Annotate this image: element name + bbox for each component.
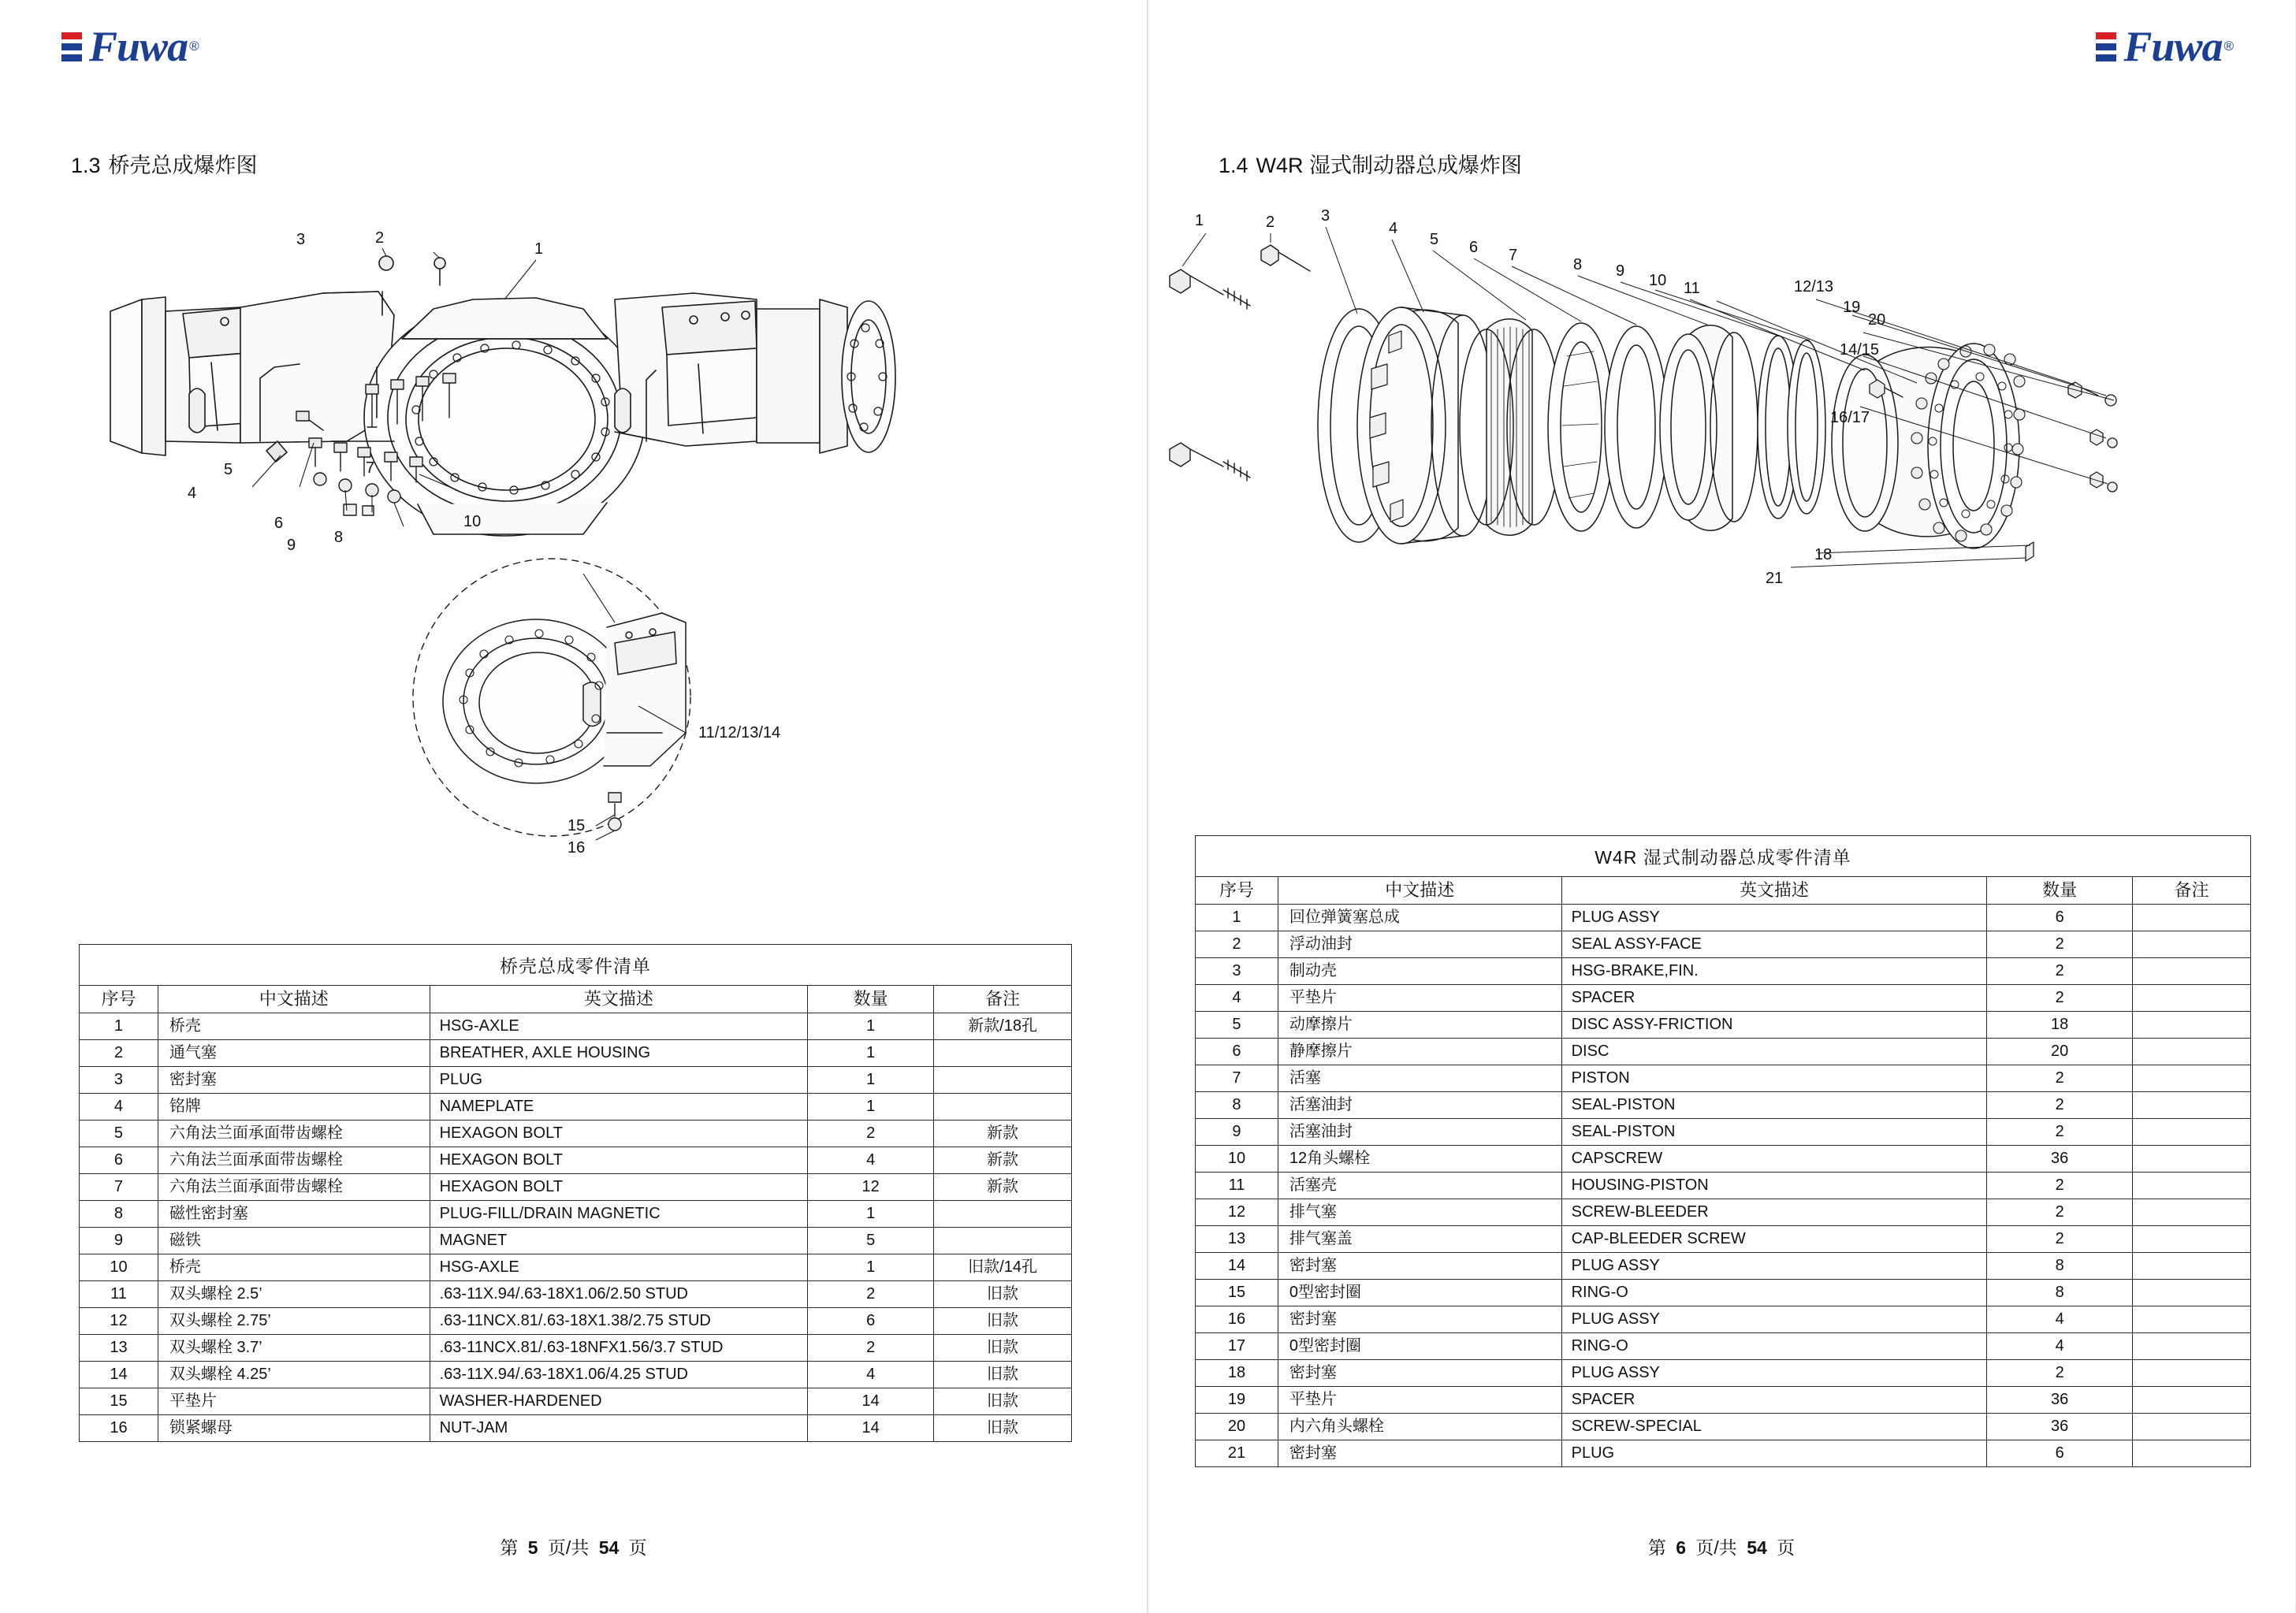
table-row bbox=[1196, 1091, 2251, 1118]
cell-en: PLUG bbox=[430, 1066, 808, 1093]
cell-remark bbox=[934, 1227, 1072, 1254]
cell-qty: 8 bbox=[1987, 1252, 2133, 1279]
cell-qty: 8 bbox=[1987, 1279, 2133, 1306]
cell-index: 7 bbox=[1196, 1065, 1278, 1091]
cell-en: SEAL-PISTON bbox=[1561, 1091, 1987, 1118]
cell-remark bbox=[2133, 1172, 2251, 1199]
table-row bbox=[80, 1013, 1072, 1039]
cell-cn: 浮动油封 bbox=[1278, 931, 1561, 957]
cell-qty: 1 bbox=[808, 1200, 934, 1227]
cell-index: 6 bbox=[1196, 1038, 1278, 1065]
cell-index: 11 bbox=[80, 1280, 158, 1307]
cell-remark bbox=[2133, 1199, 2251, 1225]
callout-5: 5 bbox=[224, 461, 233, 478]
cell-en: PLUG ASSY bbox=[1561, 1252, 1987, 1279]
cell-remark: 旧款 bbox=[934, 1334, 1072, 1361]
cell-remark bbox=[2133, 1413, 2251, 1440]
callout-9: 9 bbox=[287, 537, 296, 554]
callout-5: 5 bbox=[1430, 231, 1439, 248]
callout-4: 4 bbox=[1389, 220, 1398, 237]
footer-page-number: 6 bbox=[1676, 1537, 1687, 1558]
cell-cn: 密封塞 bbox=[158, 1066, 430, 1093]
cell-en: SPACER bbox=[1561, 1386, 1987, 1413]
cell-en: SEAL ASSY-FACE bbox=[1561, 931, 1987, 957]
cell-qty: 18 bbox=[1987, 1011, 2133, 1038]
cell-en: HEXAGON BOLT bbox=[430, 1173, 808, 1200]
cell-remark: 新款 bbox=[934, 1147, 1072, 1173]
cell-qty: 36 bbox=[1987, 1386, 2133, 1413]
cell-remark: 旧款/14孔 bbox=[934, 1254, 1072, 1280]
logo-bars-icon bbox=[61, 32, 82, 61]
table-row bbox=[1196, 957, 2251, 984]
callout-6: 6 bbox=[1469, 239, 1479, 256]
cell-qty: 2 bbox=[1987, 1118, 2133, 1145]
callout-8: 8 bbox=[334, 529, 344, 546]
cell-cn: 排气塞 bbox=[1278, 1199, 1561, 1225]
callout-1: 1 bbox=[534, 240, 544, 258]
cell-en: .63-11X.94/.63-18X1.06/2.50 STUD bbox=[430, 1280, 808, 1307]
cell-cn: 密封塞 bbox=[1278, 1306, 1561, 1332]
cell-cn: 0型密封圈 bbox=[1278, 1332, 1561, 1359]
header-qty: 数量 bbox=[1987, 877, 2133, 905]
cell-remark bbox=[934, 1200, 1072, 1227]
cell-cn: 双头螺栓 4.25’ bbox=[158, 1361, 430, 1388]
cell-en: HSG-AXLE bbox=[430, 1254, 808, 1280]
callout-14-15: 14/15 bbox=[1840, 341, 1880, 359]
cell-qty: 2 bbox=[808, 1280, 934, 1307]
cell-remark bbox=[2133, 1306, 2251, 1332]
footer-total-pages: 54 bbox=[598, 1537, 620, 1558]
cell-en: WASHER-HARDENED bbox=[430, 1388, 808, 1414]
callout-10: 10 bbox=[1649, 272, 1667, 289]
cell-remark bbox=[2133, 1038, 2251, 1065]
cell-cn: 六角法兰面承面带齿螺栓 bbox=[158, 1147, 430, 1173]
cell-remark: 旧款 bbox=[934, 1414, 1072, 1441]
cell-index: 15 bbox=[80, 1388, 158, 1414]
cell-remark: 新款 bbox=[934, 1120, 1072, 1147]
cell-remark: 旧款 bbox=[934, 1361, 1072, 1388]
cell-qty: 1 bbox=[808, 1254, 934, 1280]
cell-qty: 2 bbox=[1987, 1225, 2133, 1252]
callout-20: 20 bbox=[1868, 311, 1886, 329]
table-row bbox=[1196, 1440, 2251, 1466]
cell-index: 12 bbox=[80, 1307, 158, 1334]
cell-index: 16 bbox=[1196, 1306, 1278, 1332]
cell-index: 3 bbox=[1196, 957, 1278, 984]
cell-remark bbox=[2133, 1091, 2251, 1118]
logo-wordmark: Fuwa bbox=[89, 23, 188, 70]
cell-index: 10 bbox=[1196, 1145, 1278, 1172]
table-row bbox=[1196, 1199, 2251, 1225]
cell-qty: 36 bbox=[1987, 1145, 2133, 1172]
table-row bbox=[1196, 1225, 2251, 1252]
header-cn: 中文描述 bbox=[1278, 877, 1561, 905]
cell-remark: 旧款 bbox=[934, 1307, 1072, 1334]
cell-en: PLUG ASSY bbox=[1561, 904, 1987, 931]
cell-en: HSG-AXLE bbox=[430, 1013, 808, 1039]
callout-15: 15 bbox=[567, 817, 586, 834]
section-number: 1.3 bbox=[71, 154, 101, 177]
cell-en: .63-11NCX.81/.63-18NFX1.56/3.7 STUD bbox=[430, 1334, 808, 1361]
cell-remark bbox=[2133, 984, 2251, 1011]
cell-qty: 2 bbox=[1987, 931, 2133, 957]
cell-cn: 桥壳 bbox=[158, 1013, 430, 1039]
cell-cn: 12角头螺栓 bbox=[1278, 1145, 1561, 1172]
cell-cn: 六角法兰面承面带齿螺栓 bbox=[158, 1173, 430, 1200]
table-row bbox=[1196, 1306, 2251, 1332]
table-row bbox=[1196, 1118, 2251, 1145]
cell-remark bbox=[934, 1039, 1072, 1066]
section-title: 桥壳总成爆炸图 bbox=[108, 154, 258, 177]
cell-qty: 1 bbox=[808, 1066, 934, 1093]
cell-remark: 新款/18孔 bbox=[934, 1013, 1072, 1039]
cell-qty: 5 bbox=[808, 1227, 934, 1254]
cell-en: PLUG ASSY bbox=[1561, 1359, 1987, 1386]
callout-9: 9 bbox=[1616, 262, 1625, 280]
cell-index: 4 bbox=[1196, 984, 1278, 1011]
axle-housing-parts-table bbox=[79, 944, 1072, 1442]
header-index: 序号 bbox=[80, 986, 158, 1013]
table-row bbox=[1196, 1359, 2251, 1386]
cell-qty: 2 bbox=[1987, 957, 2133, 984]
callout-19: 19 bbox=[1843, 299, 1861, 316]
cell-cn: 密封塞 bbox=[1278, 1440, 1561, 1466]
table-row bbox=[1196, 1332, 2251, 1359]
callout-4: 4 bbox=[188, 485, 197, 502]
cell-cn: 密封塞 bbox=[1278, 1252, 1561, 1279]
cell-qty: 2 bbox=[1987, 1065, 2133, 1091]
cell-cn: 通气塞 bbox=[158, 1039, 430, 1066]
header-en: 英文描述 bbox=[1561, 877, 1987, 905]
cell-en: .63-11NCX.81/.63-18X1.38/2.75 STUD bbox=[430, 1307, 808, 1334]
cell-cn: 静摩擦片 bbox=[1278, 1038, 1561, 1065]
table-row bbox=[80, 1227, 1072, 1254]
cell-cn: 双头螺栓 2.5’ bbox=[158, 1280, 430, 1307]
cell-index: 8 bbox=[80, 1200, 158, 1227]
cell-index: 12 bbox=[1196, 1199, 1278, 1225]
cell-cn: 锁紧螺母 bbox=[158, 1414, 430, 1441]
cell-qty: 6 bbox=[808, 1307, 934, 1334]
callout-16-17: 16/17 bbox=[1830, 409, 1870, 426]
cell-qty: 1 bbox=[808, 1013, 934, 1039]
cell-remark bbox=[2133, 1145, 2251, 1172]
cell-remark bbox=[2133, 957, 2251, 984]
cell-remark bbox=[2133, 1359, 2251, 1386]
cell-index: 7 bbox=[80, 1173, 158, 1200]
cell-remark bbox=[2133, 1332, 2251, 1359]
table-row bbox=[1196, 1279, 2251, 1306]
cell-qty: 2 bbox=[1987, 1091, 2133, 1118]
footer-middle: 页/共 bbox=[1695, 1537, 1737, 1558]
cell-qty: 1 bbox=[808, 1093, 934, 1120]
table-row bbox=[80, 1388, 1072, 1414]
table-row bbox=[80, 1093, 1072, 1120]
cell-index: 18 bbox=[1196, 1359, 1278, 1386]
page-footer-right bbox=[1148, 1533, 2295, 1559]
table-row bbox=[1196, 1065, 2251, 1091]
cell-index: 9 bbox=[1196, 1118, 1278, 1145]
cell-cn: 制动壳 bbox=[1278, 957, 1561, 984]
table-row bbox=[80, 1120, 1072, 1147]
footer-total-pages: 54 bbox=[1747, 1537, 1767, 1558]
cell-qty: 2 bbox=[1987, 1199, 2133, 1225]
cell-index: 2 bbox=[80, 1039, 158, 1066]
cell-remark: 新款 bbox=[934, 1173, 1072, 1200]
table-row bbox=[1196, 1011, 2251, 1038]
cell-index: 14 bbox=[1196, 1252, 1278, 1279]
cell-remark bbox=[2133, 931, 2251, 957]
callout-2: 2 bbox=[375, 229, 385, 247]
cell-index: 21 bbox=[1196, 1440, 1278, 1466]
cell-cn: 双头螺栓 3.7’ bbox=[158, 1334, 430, 1361]
footer-suffix: 页 bbox=[1777, 1537, 1795, 1558]
table-row bbox=[1196, 1413, 2251, 1440]
cell-index: 20 bbox=[1196, 1413, 1278, 1440]
callout-1: 1 bbox=[1195, 212, 1204, 229]
cell-remark: 旧款 bbox=[934, 1280, 1072, 1307]
cell-qty: 2 bbox=[1987, 1172, 2133, 1199]
cell-en: HEXAGON BOLT bbox=[430, 1120, 808, 1147]
callout-11-12-13-14: 11/12/13/14 bbox=[698, 724, 781, 741]
cell-en: PLUG ASSY bbox=[1561, 1306, 1987, 1332]
cell-index: 9 bbox=[80, 1227, 158, 1254]
header-en: 英文描述 bbox=[430, 986, 808, 1013]
table-row bbox=[1196, 931, 2251, 957]
logo-registered-mark: ® bbox=[2223, 39, 2234, 54]
cell-en: SEAL-PISTON bbox=[1561, 1118, 1987, 1145]
footer-prefix: 第 bbox=[500, 1537, 519, 1558]
callout-2: 2 bbox=[1266, 214, 1275, 231]
page-right bbox=[1148, 0, 2295, 1613]
cell-cn: 密封塞 bbox=[1278, 1359, 1561, 1386]
callout-18: 18 bbox=[1814, 546, 1833, 563]
table-row bbox=[80, 1254, 1072, 1280]
table-row bbox=[80, 1066, 1072, 1093]
table-row bbox=[80, 1280, 1072, 1307]
cell-en: CAP-BLEEDER SCREW bbox=[1561, 1225, 1987, 1252]
table-row bbox=[1196, 1252, 2251, 1279]
cell-qty: 2 bbox=[808, 1120, 934, 1147]
table-row bbox=[80, 1147, 1072, 1173]
header-remark: 备注 bbox=[2133, 877, 2251, 905]
cell-index: 5 bbox=[1196, 1011, 1278, 1038]
logo-bars-icon bbox=[2096, 32, 2116, 61]
cell-en: PISTON bbox=[1561, 1065, 1987, 1091]
cell-en: DISC ASSY-FRICTION bbox=[1561, 1011, 1987, 1038]
cell-qty: 4 bbox=[808, 1147, 934, 1173]
cell-qty: 36 bbox=[1987, 1413, 2133, 1440]
cell-en: HOUSING-PISTON bbox=[1561, 1172, 1987, 1199]
callout-3: 3 bbox=[1321, 207, 1330, 225]
cell-en: HEXAGON BOLT bbox=[430, 1147, 808, 1173]
cell-index: 13 bbox=[1196, 1225, 1278, 1252]
cell-en: SCREW-SPECIAL bbox=[1561, 1413, 1987, 1440]
table-row bbox=[80, 1414, 1072, 1441]
logo-wordmark: Fuwa bbox=[2123, 23, 2223, 70]
cell-index: 11 bbox=[1196, 1172, 1278, 1199]
table-header-row bbox=[80, 986, 1072, 1013]
cell-index: 5 bbox=[80, 1120, 158, 1147]
cell-index: 8 bbox=[1196, 1091, 1278, 1118]
cell-remark bbox=[934, 1066, 1072, 1093]
cell-cn: 磁性密封塞 bbox=[158, 1200, 430, 1227]
cell-qty: 4 bbox=[1987, 1306, 2133, 1332]
table-row bbox=[80, 1334, 1072, 1361]
table-header-row bbox=[1196, 877, 2251, 905]
cell-qty: 6 bbox=[1987, 904, 2133, 931]
cell-cn: 动摩擦片 bbox=[1278, 1011, 1561, 1038]
cell-cn: 六角法兰面承面带齿螺栓 bbox=[158, 1120, 430, 1147]
cell-cn: 桥壳 bbox=[158, 1254, 430, 1280]
header-cn: 中文描述 bbox=[158, 986, 430, 1013]
cell-cn: 平垫片 bbox=[1278, 984, 1561, 1011]
cell-remark bbox=[2133, 904, 2251, 931]
cell-cn: 0型密封圈 bbox=[1278, 1279, 1561, 1306]
callout-7: 7 bbox=[366, 459, 375, 477]
header-qty: 数量 bbox=[808, 986, 934, 1013]
cell-remark bbox=[2133, 1252, 2251, 1279]
cell-remark bbox=[2133, 1440, 2251, 1466]
table-row bbox=[80, 1200, 1072, 1227]
cell-index: 1 bbox=[80, 1013, 158, 1039]
table-row bbox=[1196, 1038, 2251, 1065]
callout-10: 10 bbox=[463, 513, 482, 530]
cell-remark bbox=[2133, 1225, 2251, 1252]
cell-qty: 1 bbox=[808, 1039, 934, 1066]
cell-qty: 14 bbox=[808, 1414, 934, 1441]
cell-cn: 排气塞盖 bbox=[1278, 1225, 1561, 1252]
cell-qty: 6 bbox=[1987, 1440, 2133, 1466]
cell-en: PLUG-FILL/DRAIN MAGNETIC bbox=[430, 1200, 808, 1227]
cell-cn: 平垫片 bbox=[1278, 1386, 1561, 1413]
table-row bbox=[80, 1039, 1072, 1066]
cell-index: 1 bbox=[1196, 904, 1278, 931]
cell-cn: 回位弹簧塞总成 bbox=[1278, 904, 1561, 931]
callout-16: 16 bbox=[567, 839, 586, 857]
cell-index: 6 bbox=[80, 1147, 158, 1173]
cell-qty: 4 bbox=[808, 1361, 934, 1388]
cell-cn: 磁铁 bbox=[158, 1227, 430, 1254]
cell-en: BREATHER, AXLE HOUSING bbox=[430, 1039, 808, 1066]
section-heading-right bbox=[1219, 148, 1522, 179]
footer-prefix: 第 bbox=[1647, 1537, 1666, 1558]
cell-remark bbox=[2133, 1118, 2251, 1145]
cell-en: SPACER bbox=[1561, 984, 1987, 1011]
header-remark: 备注 bbox=[934, 986, 1072, 1013]
cell-qty: 20 bbox=[1987, 1038, 2133, 1065]
logo-registered-mark: ® bbox=[189, 39, 199, 54]
callout-7: 7 bbox=[1509, 247, 1518, 264]
callout-8: 8 bbox=[1573, 256, 1583, 273]
table-row bbox=[80, 1307, 1072, 1334]
callout-11: 11 bbox=[1684, 280, 1700, 297]
cell-cn: 内六角头螺栓 bbox=[1278, 1413, 1561, 1440]
cell-index: 15 bbox=[1196, 1279, 1278, 1306]
footer-middle: 页/共 bbox=[547, 1537, 590, 1558]
cell-index: 14 bbox=[80, 1361, 158, 1388]
cell-qty: 2 bbox=[808, 1334, 934, 1361]
cell-remark bbox=[2133, 1386, 2251, 1413]
table-row bbox=[80, 1173, 1072, 1200]
w4r-wet-brake-exploded-diagram bbox=[1155, 189, 2283, 812]
cell-remark bbox=[934, 1093, 1072, 1120]
footer-page-number: 5 bbox=[527, 1537, 538, 1558]
cell-remark bbox=[2133, 1065, 2251, 1091]
cell-remark bbox=[2133, 1279, 2251, 1306]
table-row bbox=[1196, 984, 2251, 1011]
cell-cn: 铭牌 bbox=[158, 1093, 430, 1120]
cell-en: DISC bbox=[1561, 1038, 1987, 1065]
cell-index: 10 bbox=[80, 1254, 158, 1280]
callout-12-13: 12/13 bbox=[1794, 278, 1834, 295]
cell-en: SCREW-BLEEDER bbox=[1561, 1199, 1987, 1225]
section-number: 1.4 bbox=[1219, 154, 1248, 177]
cell-cn: 活塞 bbox=[1278, 1065, 1561, 1091]
brand-logo bbox=[2096, 22, 2234, 71]
cell-qty: 12 bbox=[808, 1173, 934, 1200]
cell-cn: 活塞壳 bbox=[1278, 1172, 1561, 1199]
callout-3: 3 bbox=[296, 231, 306, 248]
table-row bbox=[1196, 1145, 2251, 1172]
w4r-brake-parts-table bbox=[1195, 835, 2251, 1467]
callout-21: 21 bbox=[1766, 570, 1784, 587]
cell-remark: 旧款 bbox=[934, 1388, 1072, 1414]
cell-en: RING-O bbox=[1561, 1279, 1987, 1306]
cell-index: 17 bbox=[1196, 1332, 1278, 1359]
cell-en: .63-11X.94/.63-18X1.06/4.25 STUD bbox=[430, 1361, 808, 1388]
header-index: 序号 bbox=[1196, 877, 1278, 905]
section-title: W4R 湿式制动器总成爆炸图 bbox=[1256, 154, 1523, 177]
cell-index: 2 bbox=[1196, 931, 1278, 957]
axle-housing-exploded-diagram bbox=[63, 181, 1088, 922]
cell-index: 13 bbox=[80, 1334, 158, 1361]
table-caption: 桥壳总成零件清单 bbox=[79, 944, 1072, 985]
cell-cn: 平垫片 bbox=[158, 1388, 430, 1414]
callout-6: 6 bbox=[274, 515, 284, 532]
table-caption: W4R 湿式制动器总成零件清单 bbox=[1195, 835, 2251, 876]
page-footer-left bbox=[0, 1533, 1147, 1559]
cell-en: RING-O bbox=[1561, 1332, 1987, 1359]
cell-remark bbox=[2133, 1011, 2251, 1038]
cell-cn: 双头螺栓 2.75’ bbox=[158, 1307, 430, 1334]
cell-index: 3 bbox=[80, 1066, 158, 1093]
brand-logo bbox=[61, 22, 199, 71]
cell-en: CAPSCREW bbox=[1561, 1145, 1987, 1172]
cell-index: 19 bbox=[1196, 1386, 1278, 1413]
cell-en: NUT-JAM bbox=[430, 1414, 808, 1441]
table-row bbox=[1196, 1172, 2251, 1199]
section-heading-left bbox=[71, 148, 258, 179]
cell-en: MAGNET bbox=[430, 1227, 808, 1254]
cell-cn: 活塞油封 bbox=[1278, 1118, 1561, 1145]
cell-qty: 14 bbox=[808, 1388, 934, 1414]
cell-qty: 2 bbox=[1987, 984, 2133, 1011]
cell-en: HSG-BRAKE,FIN. bbox=[1561, 957, 1987, 984]
table-row bbox=[1196, 1386, 2251, 1413]
cell-qty: 2 bbox=[1987, 1359, 2133, 1386]
cell-index: 16 bbox=[80, 1414, 158, 1441]
cell-en: NAMEPLATE bbox=[430, 1093, 808, 1120]
cell-qty: 4 bbox=[1987, 1332, 2133, 1359]
cell-en: PLUG bbox=[1561, 1440, 1987, 1466]
table-row bbox=[80, 1361, 1072, 1388]
footer-suffix: 页 bbox=[628, 1537, 647, 1558]
cell-index: 4 bbox=[80, 1093, 158, 1120]
cell-cn: 活塞油封 bbox=[1278, 1091, 1561, 1118]
table-row bbox=[1196, 904, 2251, 931]
